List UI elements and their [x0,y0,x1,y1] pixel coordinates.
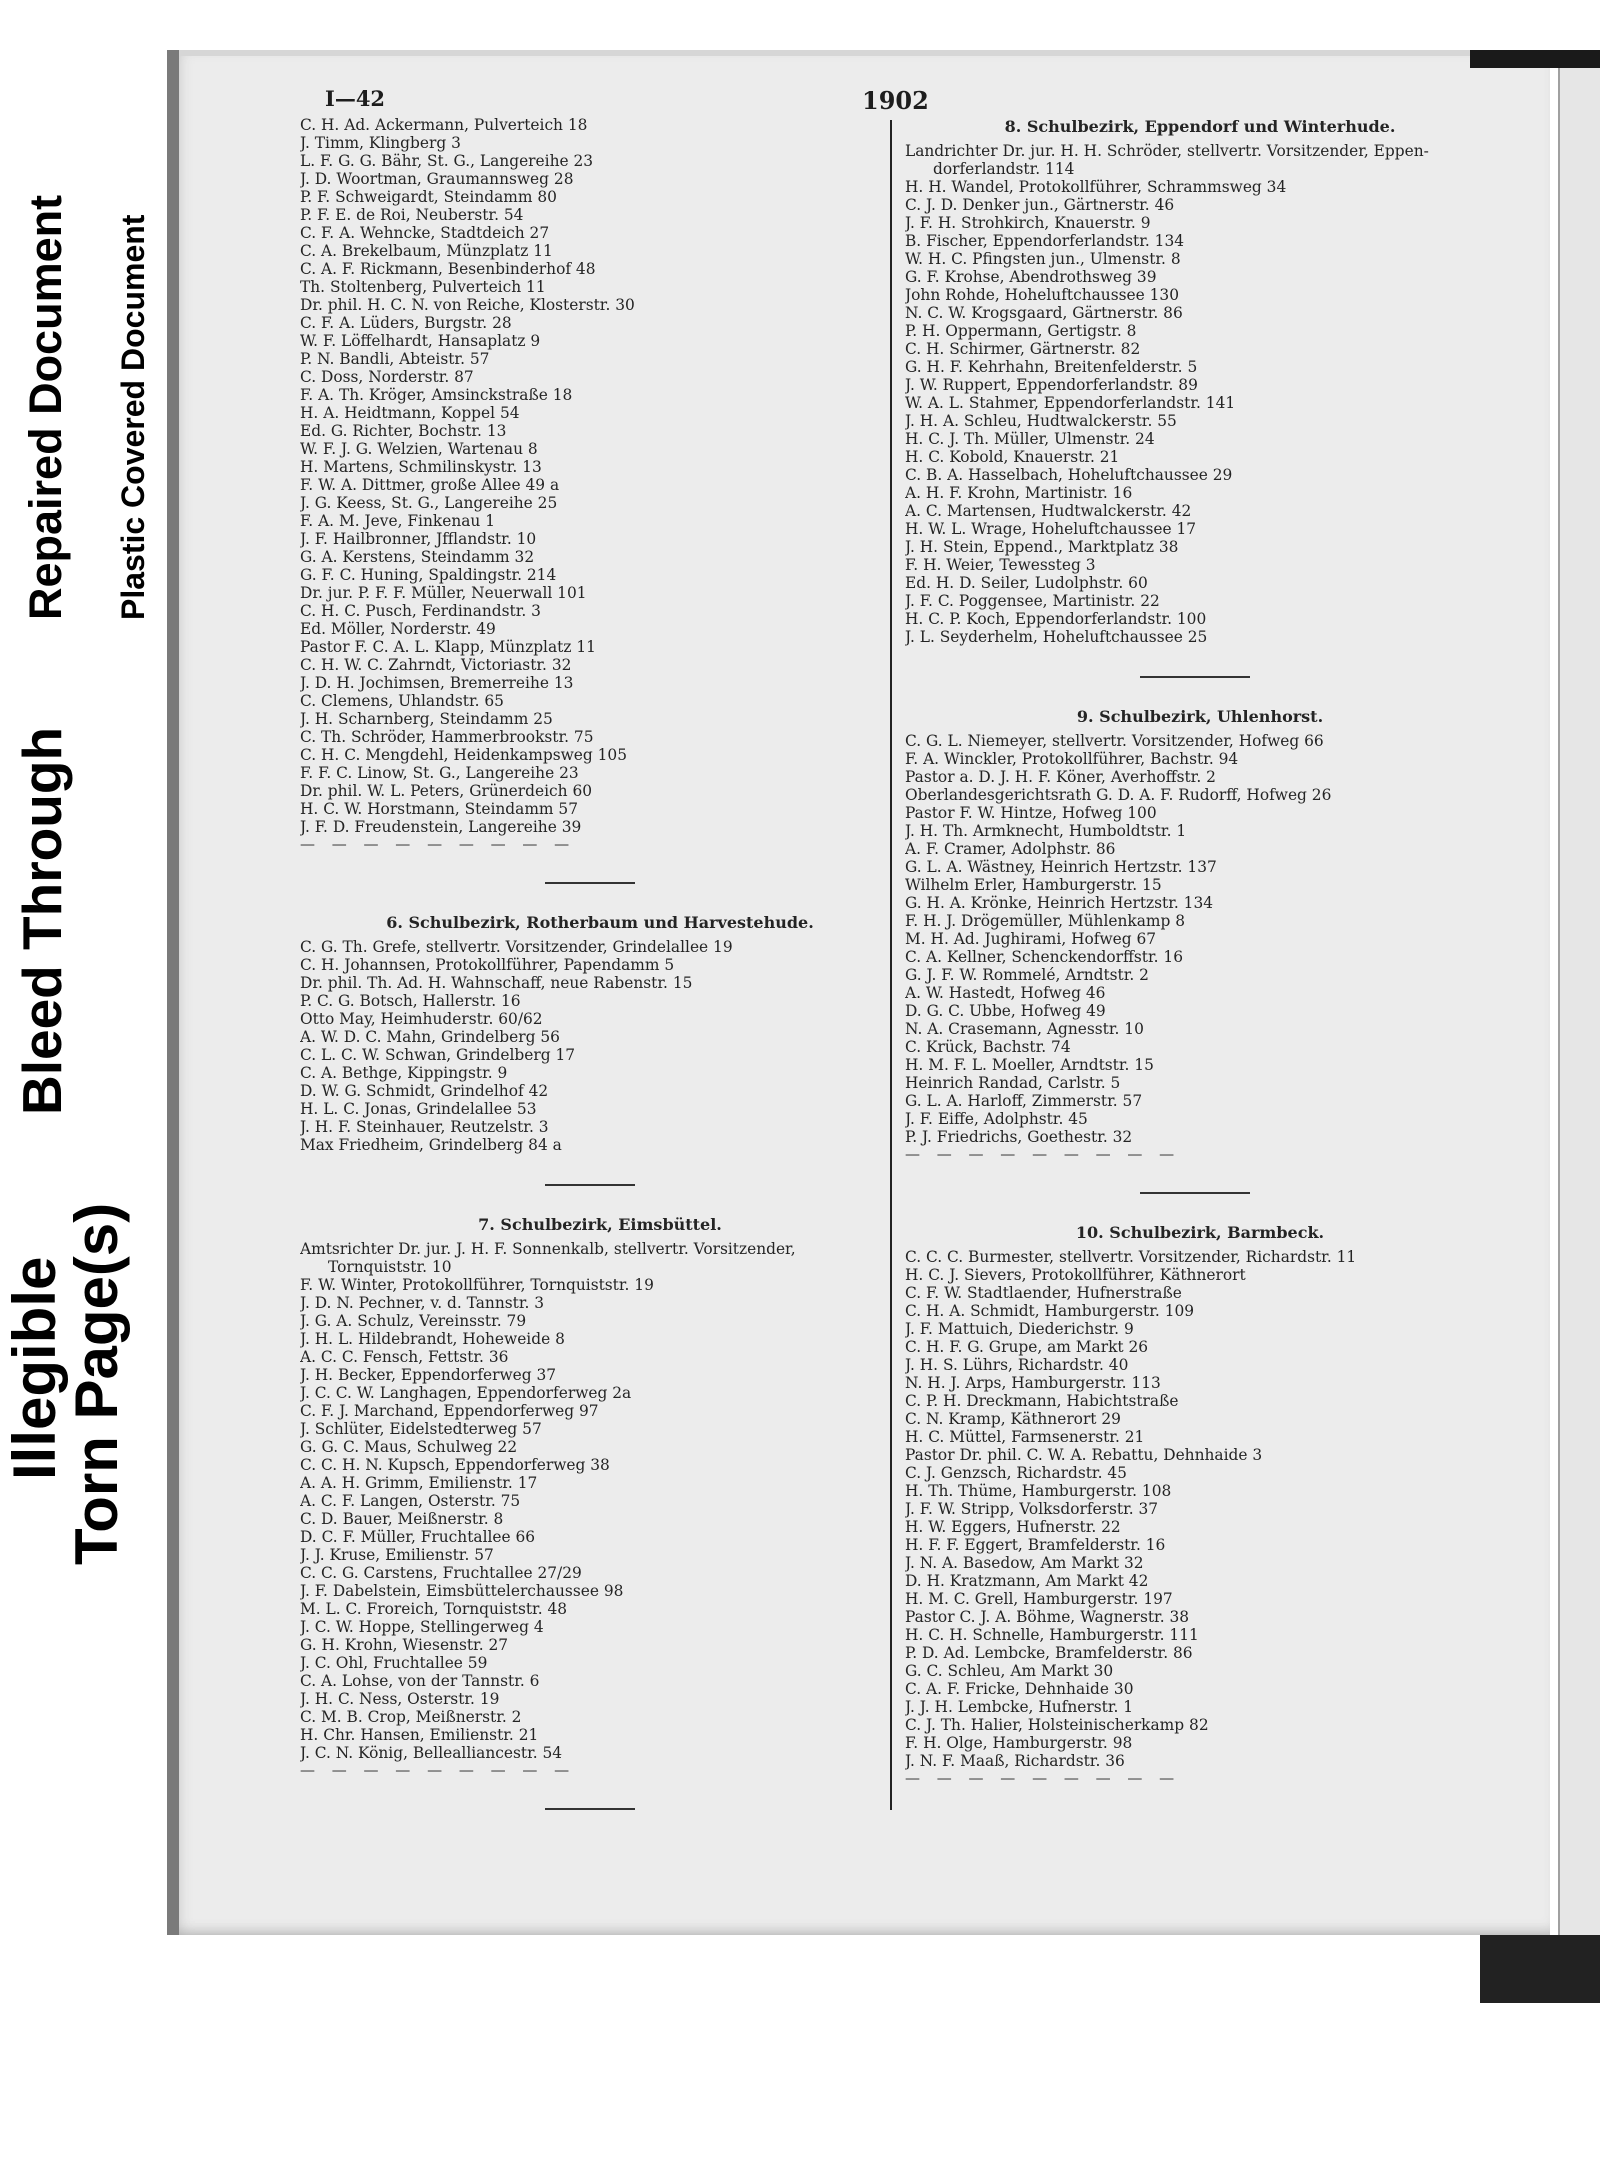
list-item: C. J. D. Denker jun., Gärtnerstr. 46 [905,196,1175,214]
list-item: J. W. Ruppert, Eppendorferlandstr. 89 [905,376,1198,394]
list-item: H. W. Eggers, Hufnerstr. 22 [905,1518,1121,1536]
list-item: M. L. C. Froreich, Tornquiststr. 48 [300,1600,568,1618]
list-item: J. J. Kruse, Emilienstr. 57 [300,1546,494,1564]
list-item: G. C. Schleu, Am Markt 30 [905,1662,1114,1680]
list-item: Heinrich Randad, Carlstr. 5 [905,1074,1121,1092]
page-binding-edge [167,50,179,1935]
list-item: C. Doss, Norderstr. 87 [300,368,474,386]
list-item: F. A. Th. Kröger, Amsinckstraße 18 [300,386,573,404]
list-item: J. H. F. Steinhauer, Reutzelstr. 3 [300,1118,549,1136]
section-8-entries [905,178,1495,646]
list-item: J. Schlüter, Eidelstedterweg 57 [300,1420,542,1438]
list-item: Max Friedheim, Grindelberg 84 a [300,1136,562,1154]
list-item: J. F. Mattuich, Diederichstr. 9 [905,1320,1134,1338]
list-item: G. L. A. Harloff, Zimmerstr. 57 [905,1092,1143,1110]
list-item: C. H. A. Schmidt, Hamburgerstr. 109 [905,1302,1195,1320]
list-item: H. F. F. Eggert, Bramfelderstr. 16 [905,1536,1166,1554]
list-item: B. Fischer, Eppendorferlandstr. 134 [905,232,1185,250]
list-item: J. C. Ohl, Fruchtallee 59 [300,1654,488,1672]
list-item: G. G. C. Maus, Schulweg 22 [300,1438,518,1456]
list-item: C. D. Bauer, Meißnerstr. 8 [300,1510,504,1528]
list-item: Oberlandesgerichtsrath G. D. A. F. Rudorff, Hofweg 26 [905,786,1332,804]
list-item: Ed. Möller, Norderstr. 49 [300,620,496,638]
list-item: W. H. C. Pfingsten jun., Ulmenstr. 8 [905,250,1181,268]
list-item: J. F. Dabelstein, Eimsbüttelerchaussee 98 [300,1582,624,1600]
list-item: H. C. Kobold, Knauerstr. 21 [905,448,1120,466]
list-item: P. N. Bandli, Abteistr. 57 [300,350,490,368]
scan-corner-top-right [1470,50,1600,68]
section-rule [1140,1192,1250,1194]
list-item: H. M. F. L. Moeller, Arndtstr. 15 [905,1056,1154,1074]
list-item: G. F. Krohse, Abendrothsweg 39 [905,268,1157,286]
section-10-entries [905,1248,1495,1770]
section-rule [1140,676,1250,678]
list-item: L. F. G. G. Bähr, St. G., Langereihe 23 [300,152,594,170]
list-item: Dr. phil. H. C. N. von Reiche, Klosterstr. 30 [300,296,635,314]
page-top-edge [167,50,1550,56]
section-7-title: 7. Schulbezirk, Eimsbüttel. [478,1215,722,1234]
list-item: H. C. J. Sievers, Protokollführer, Käthnerort [905,1266,1246,1284]
list-item: C. A. Lohse, von der Tannstr. 6 [300,1672,540,1690]
list-item: John Rohde, Hoheluftchaussee 130 [905,286,1179,304]
list-item: N. C. W. Krogsgaard, Gärtnerstr. 86 [905,304,1183,322]
list-item: F. A. Winckler, Protokollführer, Bachstr. 94 [905,750,1239,768]
list-item: D. G. C. Ubbe, Hofweg 49 [905,1002,1106,1020]
list-item: Otto May, Heimhuderstr. 60/62 [300,1010,543,1028]
list-item: Pastor F. C. A. L. Klapp, Münzplatz 11 [300,638,596,656]
list-item: J. H. A. Schleu, Hudtwalckerstr. 55 [905,412,1177,430]
list-item: P. D. Ad. Lembcke, Bramfelderstr. 86 [905,1644,1193,1662]
list-item: C. B. A. Hasselbach, Hoheluftchaussee 29 [905,466,1233,484]
list-item: J. H. C. Ness, Osterstr. 19 [300,1690,500,1708]
list-item: C. Krück, Bachstr. 74 [905,1038,1071,1056]
book-edge-right [1558,68,1600,2003]
list-item: C. C. C. Burmester, stellvertr. Vorsitzender, Richardstr. 11 [905,1248,1357,1266]
scan-labels [0,0,160,2177]
list-item: C. Clemens, Uhlandstr. 65 [300,692,504,710]
list-item: A. C. Martensen, Hudtwalckerstr. 42 [905,502,1192,520]
list-item: C. N. Kramp, Käthnerort 29 [905,1410,1121,1428]
plastic-covered-label: Plastic Covered Document [115,214,151,620]
list-item: H. M. C. Grell, Hamburgerstr. 197 [905,1590,1173,1608]
list-item: Ed. H. D. Seiler, Ludolphstr. 60 [905,574,1148,592]
list-item: C. H. C. Pusch, Ferdinandstr. 3 [300,602,541,620]
list-item: G. L. A. Wästney, Heinrich Hertzstr. 137 [905,858,1217,876]
list-item: F. W. Winter, Protokollführer, Tornquiststr. 19 [300,1276,654,1294]
list-item: H. Th. Thüme, Hamburgerstr. 108 [905,1482,1172,1500]
list-item: P. J. Friedrichs, Goethestr. 32 [905,1128,1133,1146]
list-item: A. C. C. Fensch, Fettstr. 36 [300,1348,509,1366]
list-item: F. W. A. Dittmer, große Allee 49 a [300,476,560,494]
dash-separator: — — — — — — — — — [905,1769,1181,1787]
list-item: J. J. H. Lembcke, Hufnerstr. 1 [905,1698,1134,1716]
list-item: J. Timm, Klingberg 3 [300,134,461,152]
list-item: J. G. A. Schulz, Vereinsstr. 79 [300,1312,527,1330]
list-item: C. Th. Schröder, Hammerbrookstr. 75 [300,728,594,746]
list-item: C. C. H. N. Kupsch, Eppendorferweg 38 [300,1456,610,1474]
list-item: P. F. Schweigardt, Steindamm 80 [300,188,557,206]
list-item: C. G. Th. Grefe, stellvertr. Vorsitzender, Grindelallee 19 [300,938,733,956]
list-item: Pastor Dr. phil. C. W. A. Rebattu, Dehnhaide 3 [905,1446,1263,1464]
list-item: Dr. jur. P. F. F. Müller, Neuerwall 101 [300,584,587,602]
section-9-entries [905,732,1495,1146]
list-item: J. H. Scharnberg, Steindamm 25 [300,710,553,728]
list-item: J. H. L. Hildebrandt, Hoheweide 8 [300,1330,565,1348]
list-item: F. H. J. Drögemüller, Mühlenkamp 8 [905,912,1186,930]
list-item: P. H. Oppermann, Gertigstr. 8 [905,322,1137,340]
list-item: J. F. D. Freudenstein, Langereihe 39 [300,818,582,836]
section-7-entries [300,1276,900,1762]
list-item: J. D. Woortman, Graumannsweg 28 [300,170,574,188]
list-item: F. H. Weier, Tewessteg 3 [905,556,1096,574]
list-item: C. H. C. Mengdehl, Heidenkampsweg 105 [300,746,628,764]
list-item: C. A. F. Fricke, Dehnhaide 30 [905,1680,1134,1698]
section-6-title: 6. Schulbezirk, Rotherbaum und Harvestehude. [386,913,814,932]
list-item: C. J. Genzsch, Richardstr. 45 [905,1464,1127,1482]
list-item: G. H. F. Kehrhahn, Breitenfelderstr. 5 [905,358,1198,376]
list-item: H. A. Heidtmann, Koppel 54 [300,404,520,422]
list-item: F. F. C. Linow, St. G., Langereihe 23 [300,764,579,782]
list-item: J. N. F. Maaß, Richardstr. 36 [905,1752,1125,1770]
scan-corner-bottom-right [1480,1935,1600,2003]
list-item: G. H. A. Krönke, Heinrich Hertzstr. 134 [905,894,1214,912]
section-8-first-entry: Landrichter Dr. jur. H. H. Schröder, stellvertr. Vorsitzender, Eppen- [905,142,1429,160]
list-item: C. F. A. Lüders, Burgstr. 28 [300,314,512,332]
list-item: C. H. Johannsen, Protokollführer, Papendamm 5 [300,956,675,974]
list-item: C. P. H. Dreckmann, Habichtstraße [905,1392,1179,1410]
repaired-document-label: Repaired Document [20,194,71,620]
list-item: Pastor a. D. J. H. F. Köner, Averhoffstr. 2 [905,768,1216,786]
section-rule [545,1184,635,1186]
list-item: W. F. Löffelhardt, Hansaplatz 9 [300,332,541,350]
list-item: D. W. G. Schmidt, Grindelhof 42 [300,1082,549,1100]
page-year: 1902 [862,86,929,115]
dash-separator: — — — — — — — — — [905,1145,1181,1163]
list-item: C. L. C. W. Schwan, Grindelberg 17 [300,1046,576,1064]
section-6-entries [300,938,900,1154]
list-item: D. C. F. Müller, Fruchtallee 66 [300,1528,536,1546]
list-item: H. H. Wandel, Protokollführer, Schrammsweg 34 [905,178,1287,196]
list-item: A. A. H. Grimm, Emilienstr. 17 [300,1474,538,1492]
list-item: J. F. H. Strohkirch, Knauerstr. 9 [905,214,1151,232]
list-item: A. W. D. C. Mahn, Grindelberg 56 [300,1028,560,1046]
list-item: D. H. Kratzmann, Am Markt 42 [905,1572,1149,1590]
list-item: J. F. C. Poggensee, Martinistr. 22 [905,592,1160,610]
list-item: C. H. Schirmer, Gärtnerstr. 82 [905,340,1141,358]
list-item: J. F. Eiffe, Adolphstr. 45 [905,1110,1088,1128]
list-item: W. A. L. Stahmer, Eppendorferlandstr. 141 [905,394,1236,412]
list-item: Ed. G. Richter, Bochstr. 13 [300,422,507,440]
list-item: J. C. N. König, Bellealliancestr. 54 [300,1744,563,1762]
list-item: H. Chr. Hansen, Emilienstr. 21 [300,1726,539,1744]
list-item: F. H. Olge, Hamburgerstr. 98 [905,1734,1133,1752]
list-item: C. H. Ad. Ackermann, Pulverteich 18 [300,116,588,134]
list-item: J. D. H. Jochimsen, Bremerreihe 13 [300,674,574,692]
section-rule [545,882,635,884]
list-item: Dr. phil. Th. Ad. H. Wahnschaff, neue Rabenstr. 15 [300,974,693,992]
list-item: H. C. P. Koch, Eppendorferlandstr. 100 [905,610,1207,628]
list-item: Pastor C. J. A. Böhme, Wagnerstr. 38 [905,1608,1190,1626]
list-item: A. W. Hastedt, Hofweg 46 [905,984,1106,1002]
list-item: J. F. W. Stripp, Volksdorferstr. 37 [905,1500,1159,1518]
section-8-title: 8. Schulbezirk, Eppendorf und Winterhude. [1004,117,1396,136]
left-column [300,116,900,1840]
list-item: C. F. A. Wehncke, Stadtdeich 27 [300,224,550,242]
list-item: A. H. F. Krohn, Martinistr. 16 [905,484,1133,502]
list-item: J. H. Stein, Eppend., Marktplatz 38 [905,538,1179,556]
section-rule [545,1808,635,1810]
bleed-through-label: Bleed Through [11,726,73,1115]
list-item: H. C. J. Th. Müller, Ulmenstr. 24 [905,430,1155,448]
list-item: G. F. C. Huning, Spaldingstr. 214 [300,566,557,584]
list-item: F. A. M. Jeve, Finkenau 1 [300,512,496,530]
list-item: Th. Stoltenberg, Pulverteich 11 [300,278,546,296]
list-item: H. C. Müttel, Farmsenerstr. 21 [905,1428,1145,1446]
list-item: A. C. F. Langen, Osterstr. 75 [300,1492,521,1510]
list-item: H. C. H. Schnelle, Hamburgerstr. 111 [905,1626,1199,1644]
list-item: J. C. C. W. Langhagen, Eppendorferweg 2a [300,1384,632,1402]
list-item: C. H. F. G. Grupe, am Markt 26 [905,1338,1149,1356]
page-number: I—42 [325,86,386,111]
right-column [905,110,1495,1786]
list-item: J. L. Seyderhelm, Hoheluftchaussee 25 [905,628,1208,646]
list-item: H. Martens, Schmilinskystr. 13 [300,458,542,476]
section-7-first-entry: Amtsrichter Dr. jur. J. H. F. Sonnenkalb, stellvertr. Vorsitzender, [300,1240,796,1258]
section-7-first-entry-cont: Tornquiststr. 10 [328,1258,452,1276]
list-item: C. H. W. C. Zahrndt, Victoriastr. 32 [300,656,572,674]
list-item: P. F. E. de Roi, Neuberstr. 54 [300,206,524,224]
list-item: G. J. F. W. Rommelé, Arndtstr. 2 [905,966,1149,984]
torn-pages-label: Torn Page(s) [63,1202,130,1565]
list-item: Pastor F. W. Hintze, Hofweg 100 [905,804,1157,822]
list-item: Dr. phil. W. L. Peters, Grünerdeich 60 [300,782,593,800]
list-item: H. C. W. Horstmann, Steindamm 57 [300,800,578,818]
list-item: C. A. Brekelbaum, Münzplatz 11 [300,242,553,260]
section-8-first-entry-cont: dorferlandstr. 114 [933,160,1075,178]
illegible-label: Illegible [1,1256,68,1480]
list-item: J. H. Becker, Eppendorferweg 37 [300,1366,557,1384]
list-item: J. F. Hailbronner, Jfflandstr. 10 [300,530,537,548]
list-item: J. G. Keess, St. G., Langereihe 25 [300,494,558,512]
dash-separator: — — — — — — — — — [300,835,576,853]
list-item: N. H. J. Arps, Hamburgerstr. 113 [905,1374,1161,1392]
list-item: G. A. Kerstens, Steindamm 32 [300,548,535,566]
list-item: J. C. W. Hoppe, Stellingerweg 4 [300,1618,544,1636]
list-item: H. L. C. Jonas, Grindelallee 53 [300,1100,537,1118]
list-item: Wilhelm Erler, Hamburgerstr. 15 [905,876,1162,894]
list-item: C. M. B. Crop, Meißnerstr. 2 [300,1708,522,1726]
dash-separator: — — — — — — — — — [300,1761,576,1779]
list-item: H. W. L. Wrage, Hoheluftchaussee 17 [905,520,1197,538]
list-item: W. F. J. G. Welzien, Wartenau 8 [300,440,538,458]
list-item: C. A. F. Rickmann, Besenbinderhof 48 [300,260,596,278]
list-item: G. H. Krohn, Wiesenstr. 27 [300,1636,509,1654]
section-10-title: 10. Schulbezirk, Barmbeck. [1075,1223,1325,1242]
list-item: C. F. J. Marchand, Eppendorferweg 97 [300,1402,599,1420]
list-item: C. F. W. Stadtlaender, Hufnerstraße [905,1284,1182,1302]
section-9-title: 9. Schulbezirk, Uhlenhorst. [1076,707,1324,726]
list-item: J. N. A. Basedow, Am Markt 32 [905,1554,1144,1572]
list-item: C. G. L. Niemeyer, stellvertr. Vorsitzender, Hofweg 66 [905,732,1324,750]
list-item: C. A. Kellner, Schenckendorffstr. 16 [905,948,1184,966]
entry-list-top [300,116,900,836]
list-item: C. C. G. Carstens, Fruchtallee 27/29 [300,1564,582,1582]
list-item: J. H. Th. Armknecht, Humboldtstr. 1 [905,822,1187,840]
list-item: P. C. G. Botsch, Hallerstr. 16 [300,992,521,1010]
list-item: C. A. Bethge, Kippingstr. 9 [300,1064,508,1082]
list-item: N. A. Crasemann, Agnesstr. 10 [905,1020,1144,1038]
list-item: C. J. Th. Halier, Holsteinischerkamp 82 [905,1716,1209,1734]
list-item: J. D. N. Pechner, v. d. Tannstr. 3 [300,1294,545,1312]
list-item: J. H. S. Lührs, Richardstr. 40 [905,1356,1129,1374]
list-item: A. F. Cramer, Adolphstr. 86 [905,840,1116,858]
list-item: M. H. Ad. Jughirami, Hofweg 67 [905,930,1157,948]
